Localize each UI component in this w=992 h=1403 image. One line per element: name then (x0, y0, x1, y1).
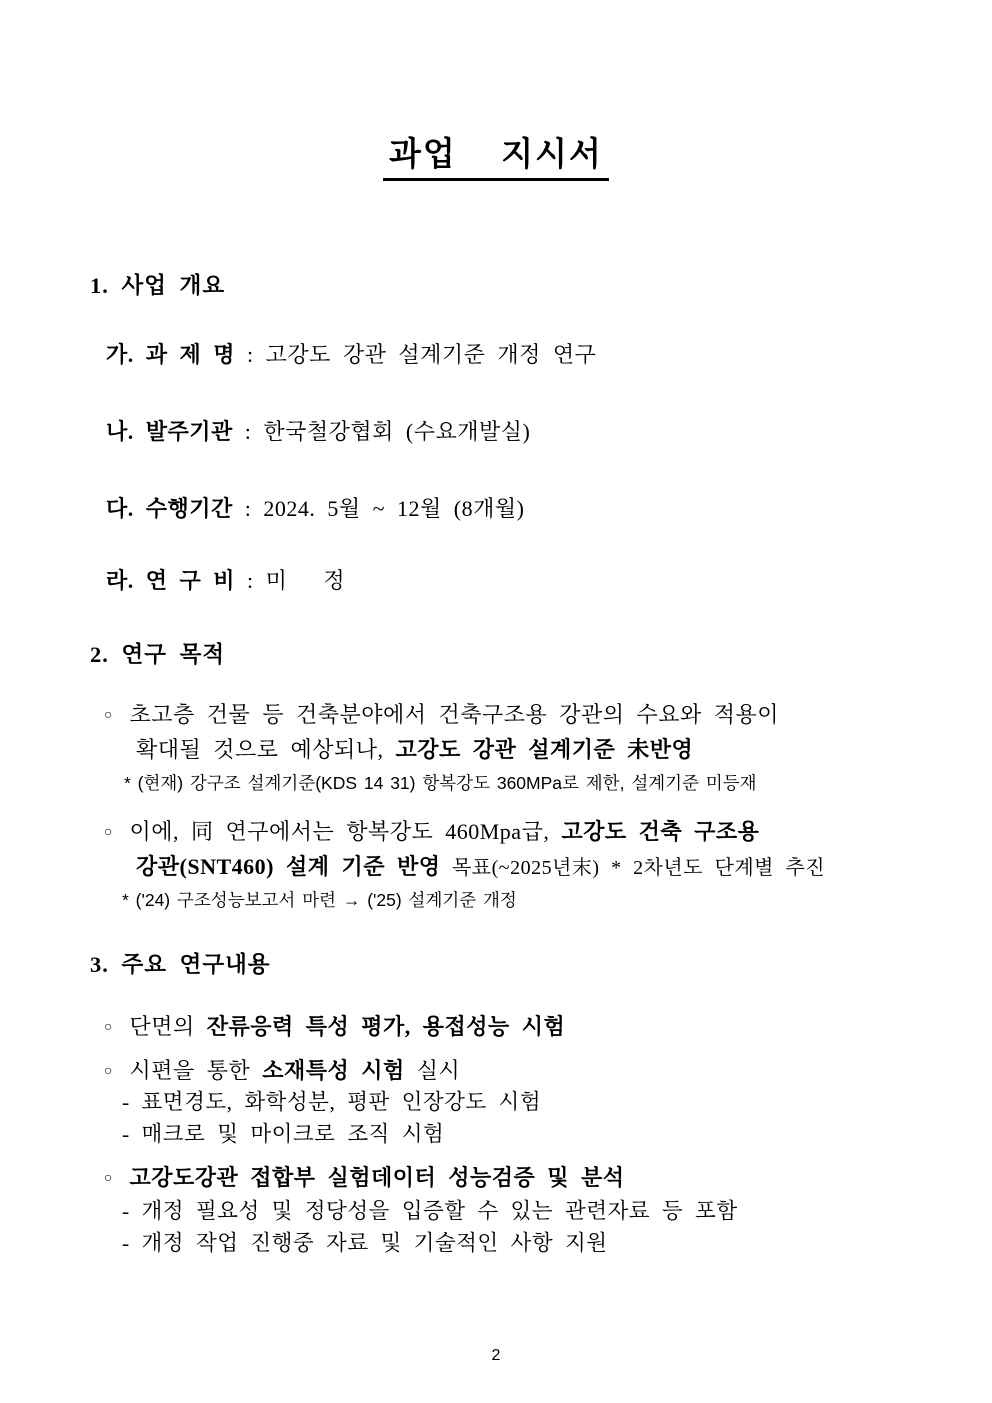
item-colon: : (235, 568, 266, 593)
content-bullet-3-sub-item: - 개정 필요성 및 정당성을 입증할 수 있는 관련자료 등 포함 (122, 1199, 738, 1223)
purpose-bullet-2-line-1 (104, 818, 759, 846)
title-row (0, 128, 992, 181)
item-value: 한국철강협회 (수요개발실) (263, 419, 531, 444)
circle-bullet-icon: ○ (104, 708, 113, 723)
bullet-text-bold: 고강도강관 접합부 실험데이터 성능검증 및 분석 (129, 1165, 625, 1190)
content-bullet-3-sub-item: - 개정 작업 진행중 자료 및 기술적인 사항 지원 (122, 1231, 608, 1255)
circle-bullet-icon: ○ (104, 1064, 113, 1079)
page-title: 과업 지시서 (383, 128, 609, 181)
bullet-text-bold: 고강도 건축 구조용 (561, 819, 760, 844)
item-label: 다. 수행기간 (106, 496, 233, 521)
page-number: 2 (491, 1347, 501, 1364)
bullet-text: 시편을 통한 (129, 1058, 263, 1083)
bullet-text-bold: 강관(SNT460) 설계 기준 반영 (136, 854, 441, 879)
item-label: 나. 발주기관 (106, 419, 233, 444)
item-colon: : (232, 419, 264, 444)
bullet-text: 단면의 (129, 1014, 207, 1039)
item-value: 미 정 (265, 568, 346, 593)
purpose-bullet-1-line-2 (136, 736, 693, 764)
item-value: 2024. 5월 ~ 12월 (8개월) (263, 496, 525, 521)
purpose-bullet-2-footnote: * ('24) 구조성능보고서 마련 → ('25) 설계기준 개정 (122, 890, 517, 910)
circle-bullet-icon: ○ (104, 1171, 113, 1186)
bullet-text: 이에, 同 연구에서는 항복강도 460Mpa급, (129, 819, 562, 844)
item-label: 가. 과 제 명 (106, 342, 236, 367)
circle-bullet-icon: ○ (104, 1020, 113, 1035)
bullet-text: 확대될 것으로 예상되나, (136, 737, 396, 762)
content-bullet-2 (104, 1057, 460, 1085)
bullet-text-suffix: 실시 (404, 1058, 461, 1083)
purpose-bullet-2-line-2 (136, 853, 825, 881)
section-2-heading: 2. 연구 목적 (90, 642, 226, 667)
section-3-heading: 3. 주요 연구내용 (90, 952, 271, 977)
item-label: 라. 연 구 비 (106, 568, 236, 593)
bullet-text: 초고층 건물 등 건축분야에서 건축구조용 강관의 수요와 적용이 (129, 702, 780, 727)
overview-item-period (106, 495, 524, 523)
overview-item-budget (106, 567, 345, 595)
item-value: 고강도 강관 설계기준 개정 연구 (265, 342, 597, 367)
content-bullet-3 (104, 1164, 625, 1192)
item-colon: : (235, 342, 266, 367)
purpose-bullet-1-footnote: * (현재) 강구조 설계기준(KDS 14 31) 항복강도 360MPa로 제한, 설계기준 미등재 (124, 773, 757, 793)
circle-bullet-icon: ○ (104, 825, 113, 840)
content-bullet-1 (104, 1013, 565, 1041)
content-bullet-2-sub-item: - 매크로 및 마이크로 조직 시험 (122, 1122, 445, 1146)
overview-item-ordering-org (106, 418, 530, 446)
bullet-text-trail: 목표(~2025년末) * 2차년도 단계별 추진 (440, 857, 826, 879)
purpose-bullet-1-line-1 (104, 701, 779, 729)
bullet-text-bold: 고강도 강관 설계기준 未반영 (395, 737, 694, 762)
content-bullet-2-sub-item: - 표면경도, 화학성분, 평판 인장강도 시험 (122, 1090, 542, 1114)
bullet-text-bold: 소재특성 시험 (262, 1058, 405, 1083)
section-1-heading: 1. 사업 개요 (90, 273, 226, 298)
overview-item-project-name (106, 341, 596, 369)
bullet-text-bold: 잔류응력 특성 평가, 용접성능 시험 (206, 1014, 566, 1039)
item-colon: : (232, 496, 264, 521)
